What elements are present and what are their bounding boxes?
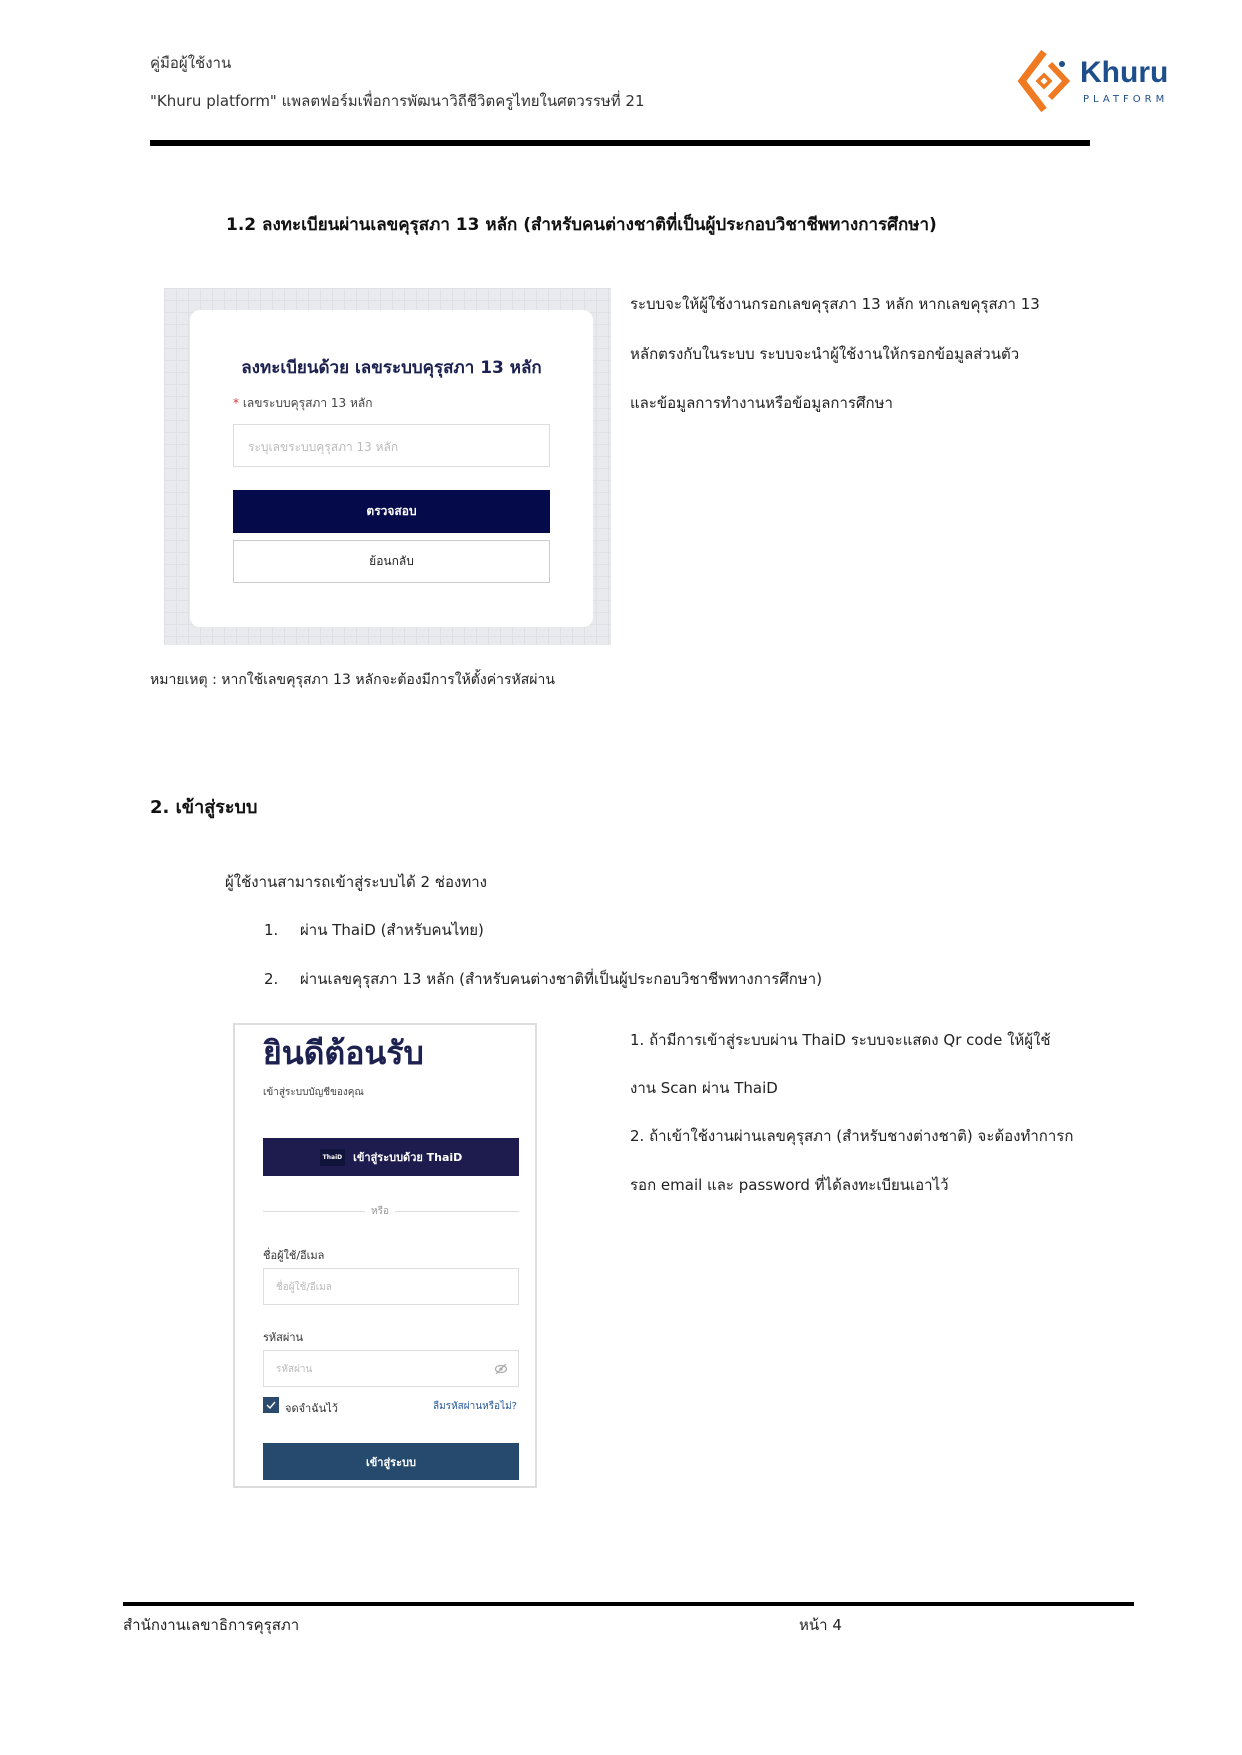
thaid-logo-icon: ThaiD <box>320 1149 345 1166</box>
khuru-logo <box>1016 50 1186 112</box>
required-mark: * <box>233 396 239 410</box>
register-title: ลงทะเบียนด้วย เลขระบบคุรุสภา 13 หลัก <box>241 358 542 378</box>
header-manual-title: คู่มือผู้ใช้งาน <box>150 54 232 72</box>
list-item: ผ่าน ThaiD (สำหรับคนไทย) <box>300 921 484 939</box>
list-number: 2. <box>264 970 279 988</box>
login-subtitle: เข้าสู่ระบบบัญชีของคุณ <box>263 1087 364 1098</box>
password-placeholder: รหัสผ่าน <box>276 1364 313 1375</box>
description-line: ระบบจะให้ผู้ใช้งานกรอกเลขคุรุสภา 13 หลัก หากเลขคุรุสภา 13 <box>630 295 1040 313</box>
khurusapa-number-input[interactable] <box>233 424 550 467</box>
register-card <box>190 310 593 627</box>
login-screenshot <box>233 1023 537 1488</box>
list-number: 1. <box>264 921 279 939</box>
description-line: หลักตรงกับในระบบ ระบบจะนำผู้ใช้งานให้กรอกข้อมูลส่วนตัว <box>630 345 1020 363</box>
logo-wordmark: Khuru <box>1080 56 1169 89</box>
note: หมายเหตุ : หากใช้เลขคุรุสภา 13 หลักจะต้องมีการให้ตั้งค่ารหัสผ่าน <box>150 672 555 688</box>
username-input[interactable] <box>263 1268 519 1305</box>
list-item: ผ่านเลขคุรุสภา 13 หลัก (สำหรับคนต่างชาติที่เป็นผู้ประกอบวิชาชีพทางการศึกษา) <box>300 970 823 988</box>
footer-divider <box>123 1602 1134 1606</box>
username-placeholder: ชื่อผู้ใช้/อีเมล <box>276 1282 332 1293</box>
remember-checkbox[interactable] <box>263 1397 279 1413</box>
login-description-line: งาน Scan ผ่าน ThaiD <box>630 1079 778 1097</box>
login-submit-button[interactable]: เข้าสู่ระบบ <box>263 1443 519 1480</box>
section-2-heading: 2. เข้าสู่ระบบ <box>150 797 258 818</box>
input-placeholder: ระบุเลขระบบคุรุสภา 13 หลัก <box>248 440 399 454</box>
password-input[interactable] <box>263 1350 519 1387</box>
login-title: ยินดีต้อนรับ <box>263 1034 424 1072</box>
username-label: ชื่อผู้ใช้/อีเมล <box>263 1249 325 1262</box>
thaid-button-label: เข้าสู่ระบบด้วย ThaiD <box>353 1151 463 1164</box>
check-icon <box>263 1397 279 1413</box>
logo-subtext: PLATFORM <box>1083 94 1169 105</box>
back-button[interactable]: ย้อนกลับ <box>233 540 550 583</box>
header-subtitle: "Khuru platform" แพลตฟอร์มเพื่อการพัฒนาวิถีชีวิตครูไทยในศตวรรษที่ 21 <box>150 92 645 110</box>
khuru-logo-mark-icon <box>1016 50 1076 112</box>
login-description-line: รอก email และ password ที่ได้ลงทะเบียนเอาไว้ <box>630 1176 949 1194</box>
password-label: รหัสผ่าน <box>263 1331 304 1344</box>
thaid-login-button[interactable] <box>263 1138 519 1176</box>
section-1-2-heading: 1.2 ลงทะเบียนผ่านเลขคุรุสภา 13 หลัก (สำหรับคนต่างชาติที่เป็นผู้ประกอบวิชาชีพทางการศึกษา) <box>226 215 937 235</box>
divider-or: หรือ <box>365 1204 395 1219</box>
eye-slash-icon[interactable] <box>494 1363 508 1375</box>
login-description-line: 1. ถ้ามีการเข้าสู่ระบบผ่าน ThaiD ระบบจะแสดง Qr code ให้ผู้ใช้ <box>630 1031 1051 1049</box>
remember-label: จดจำฉันไว้ <box>285 1402 338 1415</box>
section-2-intro: ผู้ใช้งานสามารถเข้าสู่ระบบได้ 2 ช่องทาง <box>225 873 487 891</box>
verify-button[interactable]: ตรวจสอบ <box>233 490 550 533</box>
field-label <box>233 394 372 413</box>
forgot-password-link[interactable]: ลืมรหัสผ่านหรือไม่? <box>433 1401 517 1412</box>
login-description-line: 2. ถ้าเข้าใช้งานผ่านเลขคุรุสภา (สำหรับชางต่างชาติ) จะต้องทำการก <box>630 1127 1074 1145</box>
page-number: หน้า 4 <box>799 1616 842 1634</box>
header-divider <box>150 140 1090 146</box>
footer-org: สำนักงานเลขาธิการคุรุสภา <box>123 1616 300 1634</box>
description-line: และข้อมูลการทำงานหรือข้อมูลการศึกษา <box>630 394 893 412</box>
field-label-text: เลขระบบคุรุสภา 13 หลัก <box>242 396 373 410</box>
